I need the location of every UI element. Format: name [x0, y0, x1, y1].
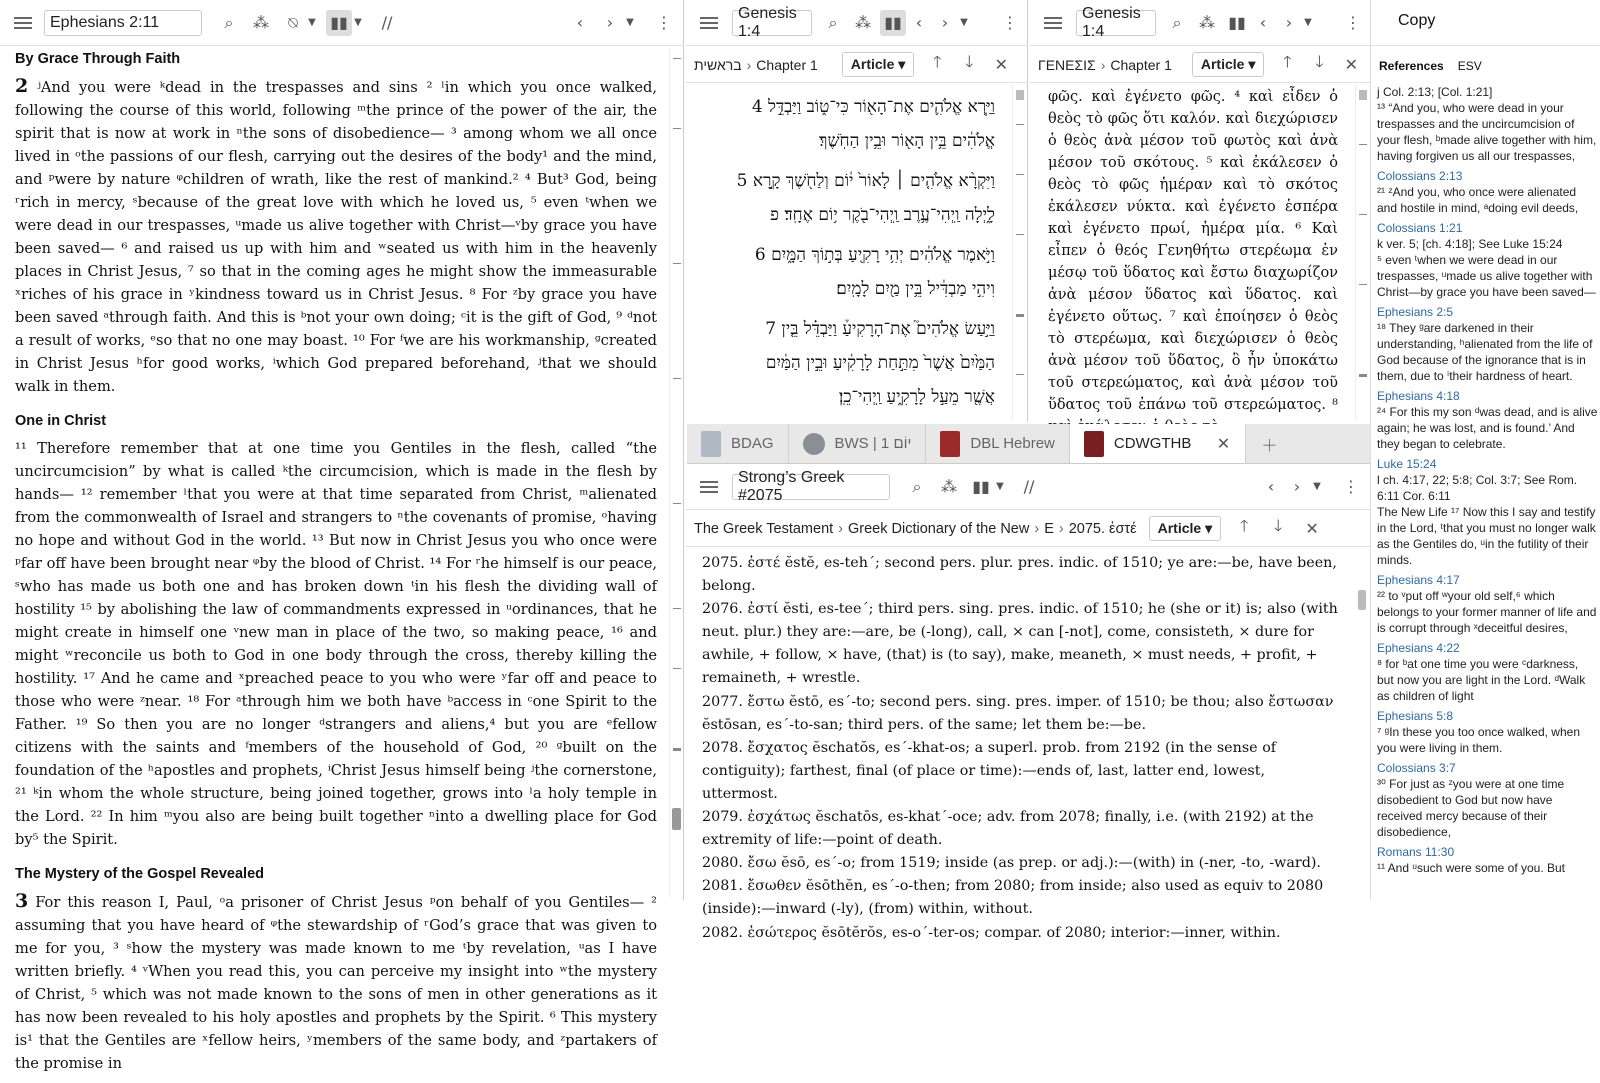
- menu-icon[interactable]: [700, 481, 718, 493]
- chapter-number: 3: [15, 890, 29, 912]
- tab-bdag[interactable]: BDAG: [687, 424, 789, 463]
- reference-text: ²² to ᵛput off ʷyour old self,⁶ which belongs to your former manner of life and is corrupt through ˣdeceitful desires,: [1377, 589, 1597, 635]
- copy-pane: [1370, 0, 1600, 900]
- book-icon: [1084, 431, 1104, 457]
- article-dropdown[interactable]: Article ▾: [1192, 52, 1265, 77]
- word-study-icon: [803, 433, 825, 455]
- dictionary-entry: 2080. ἔσω ĕsō, es´-o; from 1519; inside (as prep. or adj.):—(with) in (-ner, -to, -ward).: [702, 855, 1321, 872]
- chevron-down-icon[interactable]: ▼: [626, 17, 634, 28]
- search-icon[interactable]: ⌕: [828, 12, 838, 32]
- hebrew-line: אֲשֶׁ֖ר מֵעַ֣ל לָרָקִ֑יעַ וַֽיְהִי־כֵֽן׃: [838, 387, 995, 407]
- scrollbar[interactable]: [1355, 548, 1369, 900]
- sync-icon[interactable]: //: [1023, 477, 1035, 496]
- hebrew-line: אֱלֹהִ֔ים בֵּ֥ין הָא֖וֹר וּבֵ֥ין הַחֹֽשֶׁךְ׃: [819, 131, 995, 151]
- chevron-down-icon[interactable]: ▼: [1304, 17, 1312, 28]
- hebrew-line: לָ֑יְלָה וַֽיְהִי־עֶ֥רֶב וַֽיְהִי־בֹ֖קֶר י֥וֹם אֶחָֽד׃ פ: [770, 205, 995, 225]
- chapter-number: 2: [15, 75, 29, 97]
- search-icon[interactable]: ⌕: [912, 476, 922, 496]
- tab-dbl-hebrew[interactable]: DBL Hebrew: [926, 424, 1069, 463]
- reference-link[interactable]: Ephesians 2:5: [1377, 305, 1454, 319]
- reference-text: The New Life ¹⁷ Now this I say and testify in the Lord, ᵗthat you must no longer walk as the Gentiles do, ᵘin the futility of their minds.: [1377, 505, 1596, 567]
- hebrew-line: וַיִּקְרָ֨א אֱלֹהִ֤ים ׀ לָאוֹר֙ י֔וֹם וְלַחֹ֖שֶׁךְ קָ֣רָא 5: [736, 171, 995, 191]
- reference-text: ⁷ ᵍIn these you too once walked, when you were living in them.: [1377, 725, 1580, 755]
- forward-icon[interactable]: ›: [1293, 477, 1301, 496]
- reference-text: k ver. 5; [ch. 4:18]; See Luke 15:24: [1377, 237, 1563, 251]
- reference-text: ¹¹ And ᵘsuch were some of you. But: [1377, 861, 1566, 875]
- parallel-view-icon[interactable]: ▮▮: [326, 10, 352, 36]
- more-icon[interactable]: ⋮: [1343, 477, 1359, 496]
- bible-text: [15, 48, 657, 1083]
- verse-text: For this reason I, Paul, ᵒa prisoner of Christ Jesus ᵖon behalf of you Gentiles— ² assuming that you have heard of ᵠthe stewardship of ʳGod’s grace that was given to me for you, ³ ˢhow the mystery was made known to me ᵗby revelation, ᵘas I have written briefly. ⁴ ᵛWhen you read this, you can perceive my insight into ʷthe mystery of Christ, ⁵ which was not made known to the sons of men in other generations as it has now been revealed to his holy apostles and prophets by the Spirit. ⁶ This mystery is¹ that the Gentiles are ˣfellow heirs, ʸmembers of the same body, and ᶻpartakers of the promise in: [15, 894, 658, 1072]
- reference-text: ¹⁸ They ᵍare darkened in their understanding, ʰalienated from the life of God because of the ignorance that is in them, due to ⁱtheir hardness of heart.: [1377, 321, 1593, 383]
- add-tab-icon[interactable]: ＋: [1261, 435, 1278, 455]
- more-icon[interactable]: ⋮: [656, 13, 672, 32]
- hebrew-toolbar: [686, 0, 1027, 46]
- arrow-up-icon[interactable]: 🡑: [1283, 52, 1292, 71]
- breadcrumb-book[interactable]: ΓΕΝΕΣΙΣ: [1038, 56, 1096, 73]
- arrow-down-icon[interactable]: 🡓: [1315, 52, 1324, 71]
- close-icon[interactable]: ✕: [1216, 434, 1231, 453]
- inline-filter-icon[interactable]: ⍉: [288, 12, 298, 32]
- breadcrumb: The Greek Testament › Greek Dictionary of the New › E › 2075. ἐστέ Article ▾ 🡑 🡓 ✕: [686, 511, 1370, 547]
- copy-tabs: [1371, 46, 1600, 80]
- chevron-down-icon[interactable]: ▼: [354, 17, 362, 28]
- scrollbar[interactable]: [1012, 84, 1026, 420]
- dictionary-entry: 2082. ἐσώτερος ĕsōtĕrŏs, es-o´-ter-os; compar. of 2080; interior:—inner, within.: [702, 924, 1281, 941]
- reference-link[interactable]: Romans 11:30: [1377, 845, 1455, 859]
- section-heading: The Mystery of the Gospel Revealed: [15, 866, 264, 882]
- breadcrumb-book[interactable]: The Greek Testament: [694, 520, 834, 537]
- menu-icon[interactable]: [1044, 17, 1062, 29]
- visual-filter-icon[interactable]: ⁂: [1199, 13, 1215, 32]
- dictionary-entry: 2077. ἔστω ĕstō, es´-to; second pers. sing. pres. imper. of 1510; be thou; also ἔστωσαν ĕstōsan, es´-to-san; third pers. of the same; let them be:—be.: [702, 693, 1334, 733]
- verse-text: ¹¹ Therefore remember that at one time you Gentiles in the flesh, called “the uncircumcision” by what is called ᵏthe circumcision, which is made in the flesh by hands— ¹² remember ˡthat you were at that time separated from Christ, ᵐalienated from the commonwealth of Israel and strangers to ⁿthe covenants of promise, ᵒhaving no hope and without God in the world. ¹³ But now in Christ Jesus you who once were ᵖfar off have been brought near ᵠby the blood of Christ. ¹⁴ For ʳhe himself is our peace, ˢwho has made us both one and has broken down ᵗin his flesh the dividing wall of hostility ¹⁵ by abolishing the law of commandments expressed in ᵘordinances, that he might create in himself one ᵛnew man in place of the two, so making peace, ¹⁶ and might ʷreconcile us both to God in one body through the cross, thereby killing the hostility. ¹⁷ And he came and ˣpreached peace to you who were ʸfar off and peace to those who were ᶻnear. ¹⁸ For ᵃthrough him we both have ᵇaccess in ᶜone Spirit to the Father. ¹⁹ So then you are no longer ᵈstrangers and aliens,⁴ but you are ᵉfellow citizens with the saints and ᶠmembers of the household of God, ²⁰ ᵍbuilt on the foundation of the ʰapostles and prophets, ⁱChrist Jesus himself being ʲthe cornerstone, ²¹ ᵏin whom the whole structure, being joined together, grows into ˡa holy temple in the Lord. ²² In him ᵐyou also are being built together ⁿinto a dwelling place for God by⁵ the Spirit.: [15, 440, 657, 848]
- reference-text: ³⁰ For just as ᶻyou were at one time disobedient to God but now have received mercy because of their disobedience,: [1377, 777, 1565, 839]
- back-icon[interactable]: ‹: [576, 13, 584, 32]
- dictionary-entry: 2081. ἔσωθεν ĕsōthĕn, es´-o-then; from 2080; from inside; also used as equiv to 2080 (inside):—inward (-ly), (from) within, without.: [702, 878, 1324, 918]
- greek-text: φῶς. καὶ ἐγένετο φῶς. ⁴ καὶ εἶδεν ὁ θεὸς τὸ φῶς ὅτι καλόν. καὶ διεχώρισεν ὁ θεὸς ἀνὰ μέσον τοῦ φωτὸς καὶ ἀνὰ μέσον τοῦ σκότους. ⁵ καὶ ἐκάλεσεν ὁ θεὸς τὸ φῶς ἡμέραν καὶ τὸ σκότος ἐκάλεσεν νύκτα. καὶ ἐγένετο ἑσπέρα καὶ ἐγένετο πρωί, ἡμέρα μία. ⁶ Καὶ εἶπεν ὁ θεός Γενηθήτω στερέωμα ἐν μέσῳ τοῦ ὕδατος καὶ ἔστω διαχωρίζον ἀνὰ μέσον ὕδατος καὶ ὕδατος. καὶ ἐγένετο οὕτως. ⁷ καὶ ἐποίησεν ὁ θεὸς τὸ στερέωμα, καὶ διεχώρισεν ὁ θεὸς ἀνὰ μέσον τοῦ ὕδατος, ὃ ἦν ὑποκάτω τοῦ στερεώματος, καὶ ἀνὰ μέσον τοῦ ὕδατος τοῦ ἐπάνω τοῦ στερεώματος. ⁸: [1048, 89, 1338, 413]
- breadcrumb: בראשית › Chapter 1 Article ▾ 🡑 🡓 ✕: [686, 47, 1027, 83]
- breadcrumb-chapter[interactable]: Chapter 1: [1110, 56, 1172, 73]
- forward-icon[interactable]: ›: [1285, 13, 1293, 32]
- breadcrumb-entry[interactable]: 2075. ἐστέ: [1068, 520, 1137, 537]
- tab-references[interactable]: References: [1379, 59, 1444, 73]
- reference-input[interactable]: Genesis 1:4: [732, 10, 812, 36]
- scrollbar[interactable]: [669, 48, 683, 898]
- reference-text: l ch. 4:17, 22; 5:8; Col. 3:7; See Rom. 6:11 Cor. 6:11: [1377, 473, 1578, 503]
- hebrew-line: וַיַּ֧רְא אֱלֹהִ֛ים אֶת־הָא֖וֹר כִּי־ט֑וֹב וַיַּבְדֵּ֣ל 4: [751, 97, 995, 117]
- dictionary-entry: 2075. ἐστέ ĕstĕ, es-teh´; second pers. plur. pres. indic. of 1510; ye are:—be, have been, belong.: [702, 555, 1337, 595]
- back-icon[interactable]: ‹: [915, 13, 923, 32]
- arrow-down-icon[interactable]: 🡓: [965, 52, 974, 71]
- close-icon[interactable]: ✕: [1344, 55, 1359, 74]
- resource-tabs: [687, 424, 1370, 464]
- visual-filter-icon[interactable]: ⁂: [941, 477, 957, 496]
- reference-link[interactable]: Ephesians 4:18: [1377, 389, 1460, 403]
- visual-filter-icon[interactable]: ⁂: [855, 13, 871, 32]
- verse-text: ʲAnd you were ᵏdead in the trespasses and sins ² ˡin which you once walked, following the course of this world, following ᵐthe prince of the power of the air, the spirit that is now at work in ⁿthe sons of disobedience— ³ among whom we all once lived in ᵒthe passions of our flesh, carrying out the desires of the body¹ and the mind, and ᵖwere by nature ᵠchildren of wrath, like the rest of mankind.² ⁴ But³ God, being ʳrich in mercy, ˢbecause of the great love with which he loved us, ⁵ even ᵗwhen we were dead in our trespasses, ᵘmade us alive together with Christ—ᵛby grace you have been saved— ⁶ and raised us up with him and ʷseated us with him in the heavenly places in Christ Jesus, ⁷ so that in the coming ages he might show the immeasurable ˣriches of his grace in ʸkindness toward us in Christ Jesus. ⁸ For ᶻby grace you have been saved ᵃthrough faith. And this is ᵇnot your own doing; ᶜit is the gift of God, ⁹ ᵈnot a result of works, ᵉso that no one may boast. ¹⁰ For ᶠwe are his workmanship, ᵍcreated in Christ Jesus ʰfor good works, ⁱwhich God prepared beforehand, ʲthat we should walk in them.: [15, 79, 658, 395]
- breadcrumb: ΓΕΝΕΣΙΣ › Chapter 1 Article ▾ 🡑 🡓 ✕: [1030, 47, 1370, 83]
- paragraph: [15, 437, 657, 851]
- search-icon[interactable]: ⌕: [224, 12, 234, 32]
- hebrew-line: וִיהִ֣י מַבְדִּ֔יל בֵּ֥ין מַ֖יִם לָמָֽיִם׃: [836, 279, 995, 299]
- reference-link[interactable]: Ephesians 5:8: [1377, 709, 1454, 723]
- reference-text: ⁸ for ᵇat one time you were ᶜdarkness, but now you are light in the Lord. ᵈWalk as children of light: [1377, 657, 1586, 703]
- breadcrumb-letter[interactable]: E: [1044, 520, 1054, 537]
- menu-icon[interactable]: [700, 17, 718, 29]
- tab-bws[interactable]: BWS | 1 יוֹם: [789, 424, 927, 463]
- close-icon[interactable]: ✕: [1305, 519, 1319, 538]
- left-toolbar: [0, 0, 683, 46]
- tab-cdwgthb[interactable]: CDWGTHB ✕: [1070, 424, 1247, 463]
- more-icon[interactable]: ⋮: [1345, 13, 1361, 32]
- reference-list: [1371, 80, 1600, 876]
- paragraph: [15, 75, 657, 398]
- tab-version[interactable]: ESV: [1457, 59, 1482, 73]
- left-pane: [0, 0, 684, 1072]
- breadcrumb-chapter[interactable]: Chapter 1: [756, 56, 818, 73]
- reference-link[interactable]: Colossians 2:13: [1377, 169, 1463, 183]
- breadcrumb-section[interactable]: Greek Dictionary of the New: [848, 520, 1030, 537]
- chevron-down-icon[interactable]: ▼: [996, 481, 1004, 492]
- copy-title: Copy: [1371, 0, 1600, 46]
- greek-toolbar: [1030, 0, 1370, 46]
- book-icon: [701, 431, 721, 457]
- section-heading: By Grace Through Faith: [15, 51, 181, 67]
- search-icon[interactable]: ⌕: [1172, 12, 1182, 32]
- hebrew-line: הַמַּ֙יִם֙ אֲשֶׁר֙ מִתַּ֣חַת לָרָקִ֔יעַ וּבֵ֣ין הַמַּ֔יִם: [765, 353, 995, 373]
- reference-link[interactable]: Ephesians 4:22: [1377, 641, 1460, 655]
- paragraph: [15, 890, 657, 1075]
- section-heading: One in Christ: [15, 413, 107, 429]
- dictionary-entry: 2079. ἐσχάτως ĕschatōs, es-khat´-oce; adv. from 2078; finally, i.e. (with 2192) at the extremity of life:—point of death.: [702, 809, 1314, 849]
- reference-text: ²⁴ For this my son ᵈwas dead, and is alive again; he was lost, and is found.’ And they began to celebrate.: [1377, 405, 1598, 451]
- dictionary-entries: [702, 552, 1342, 945]
- dictionary-entry: 2078. ἔσχατος ĕschatŏs, es´-khat-os; a superl. prob. from 2192 (in the sense of contiguity); farthest, final (of place or time):—ends of, last, latter end, lowest, uttermost.: [702, 739, 1277, 802]
- strongs-toolbar: [686, 464, 1370, 510]
- parallel-view-icon[interactable]: ▮▮: [880, 10, 906, 36]
- reference-link[interactable]: Colossians 1:21: [1377, 221, 1463, 235]
- reference-input[interactable]: Strong’s Greek #2075: [732, 474, 890, 500]
- scrollbar[interactable]: [1355, 84, 1369, 420]
- reference-link[interactable]: Luke 15:24: [1377, 457, 1437, 471]
- sync-icon[interactable]: //: [381, 13, 393, 32]
- reference-link[interactable]: Colossians 3:7: [1377, 761, 1456, 775]
- arrow-up-icon[interactable]: 🡑: [1239, 516, 1249, 535]
- more-icon[interactable]: ⋮: [1002, 13, 1018, 32]
- back-icon[interactable]: ‹: [1259, 13, 1267, 32]
- dictionary-entry: 2076. ἐστί ĕsti, es-tee´; third pers. sing. pres. indic. of 1510; he (she or it) is; also (with neut. plur.) they are:—are, be (-long), call, × can [-not], come, consisteth, × dure for awhile, + follow, × have, (that) is (to say), make, meaneth, × must needs, + profit, + remaineth, + wrestle.: [702, 601, 1338, 687]
- arrow-up-icon[interactable]: 🡑: [933, 52, 942, 71]
- reference-text: ¹³ “And you, who were dead in your trespasses and the uncircumcision of your flesh, ᵇmade alive together with him, having forgiven us all our trespasses,: [1377, 101, 1597, 163]
- hebrew-line: וַיֹּ֣אמֶר אֱלֹהִ֔ים יְהִ֥י רָקִ֖יעַ בְּת֣וֹךְ הַמָּ֑יִם 6: [754, 245, 995, 265]
- hebrew-line: וַיַּ֣עַשׂ אֱלֹהִים֮ אֶת־הָרָקִיעַ֒ וַיַּבְדֵּ֗ל בֵּ֤ין 7: [765, 319, 995, 339]
- reference-text: ⁵ even ᵗwhen we were dead in our trespasses, ᵘmade us alive together with Christ—by grace you have been saved—: [1377, 253, 1596, 299]
- forward-icon[interactable]: ›: [606, 13, 614, 32]
- parallel-view-icon[interactable]: ▮▮: [972, 477, 990, 496]
- reference-text: ²¹ ᶻAnd you, who once were alienated and hostile in mind, ᵃdoing evil deeds,: [1377, 185, 1579, 215]
- chevron-down-icon[interactable]: ▼: [308, 17, 316, 28]
- menu-icon[interactable]: [14, 17, 32, 29]
- reference-link[interactable]: Ephesians 4:17: [1377, 573, 1460, 587]
- arrow-down-icon[interactable]: 🡓: [1273, 516, 1283, 535]
- close-icon[interactable]: ✕: [994, 55, 1008, 74]
- reference-input[interactable]: Ephesians 2:11: [44, 10, 202, 36]
- article-dropdown[interactable]: Article ▾: [1149, 516, 1222, 541]
- reference-text: j Col. 2:13; [Col. 1:21]: [1377, 85, 1493, 99]
- book-icon: [940, 431, 960, 457]
- breadcrumb-book[interactable]: בראשית: [694, 56, 742, 73]
- back-icon[interactable]: ‹: [1267, 477, 1275, 496]
- chevron-down-icon[interactable]: ▼: [1313, 481, 1321, 492]
- visual-filter-icon[interactable]: ⁂: [253, 13, 269, 32]
- article-dropdown[interactable]: Article ▾: [842, 52, 915, 77]
- parallel-view-icon[interactable]: ▮▮: [1228, 13, 1246, 32]
- chevron-down-icon[interactable]: ▼: [960, 17, 968, 28]
- forward-icon[interactable]: ›: [941, 13, 949, 32]
- hebrew-text: [705, 90, 995, 414]
- reference-input[interactable]: Genesis 1:4: [1076, 10, 1156, 36]
